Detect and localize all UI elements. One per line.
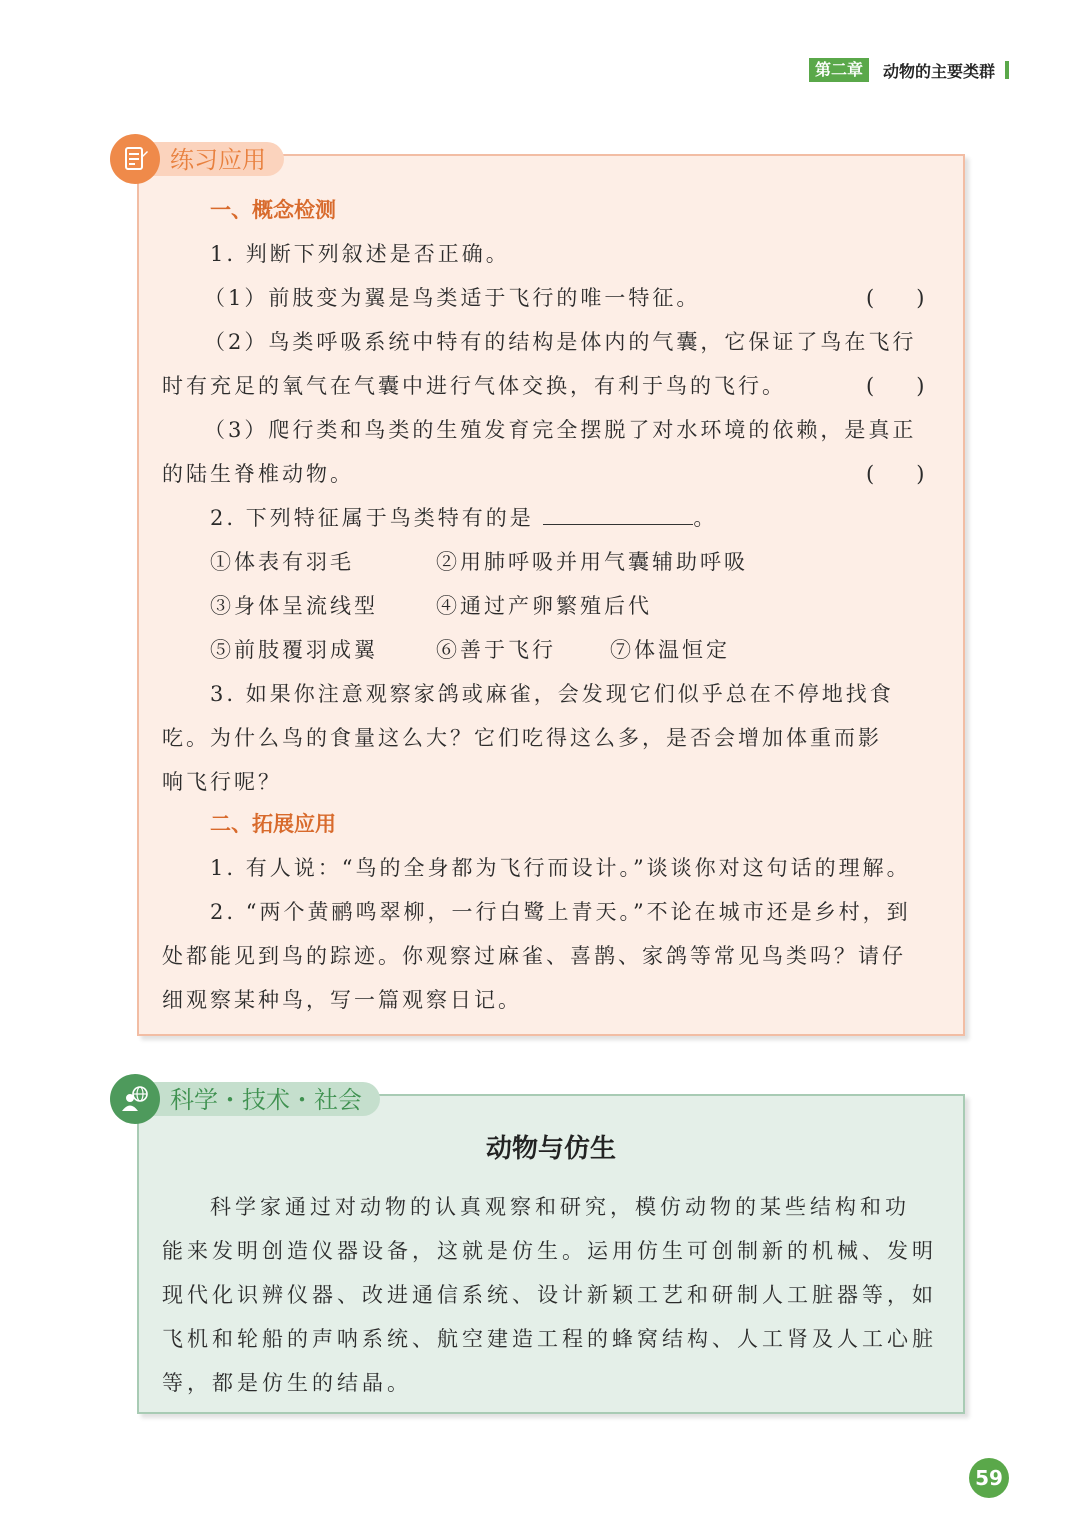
science-tab bbox=[110, 1074, 380, 1124]
question-1-3-line2: 的陆生脊椎动物。 bbox=[162, 462, 354, 486]
question-3-line3: 响飞行呢？ bbox=[162, 770, 282, 794]
section2-title: 二、拓展应用 bbox=[210, 812, 336, 836]
question-1: 1. 判断下列叙述是否正确。 bbox=[210, 242, 510, 266]
page-number: 59 bbox=[969, 1458, 1009, 1498]
chapter-header bbox=[809, 58, 1009, 82]
extension-2-line1: 2. “两个黄鹂鸣翠柳，一行白鹭上青天。”不论在城市还是乡村，到 bbox=[210, 900, 911, 924]
question-2-suffix: 。 bbox=[693, 506, 718, 530]
option-1: ①体表有羽毛 bbox=[210, 550, 354, 574]
science-tab-label: 科学・技术・社会 bbox=[146, 1082, 380, 1116]
science-title: 动物与仿生 bbox=[485, 1134, 616, 1164]
chapter-title: 动物的主要类群 bbox=[882, 61, 995, 81]
option-6: ⑥善于飞行 bbox=[436, 638, 556, 662]
option-4: ④通过产卵繁殖后代 bbox=[436, 594, 652, 618]
section1-title: 一、概念检测 bbox=[210, 198, 336, 222]
fill-blank[interactable] bbox=[543, 504, 693, 525]
question-2 bbox=[210, 503, 717, 533]
practice-tab bbox=[110, 134, 284, 184]
option-3: ③身体呈流线型 bbox=[210, 594, 378, 618]
question-3-line2: 吃。为什么鸟的食量这么大？它们吃得这么多，是否会增加体重而影 bbox=[162, 726, 882, 750]
science-paragraph-line4: 飞机和轮船的声呐系统、航空建造工程的蜂窝结构、人工肾及人工心脏 bbox=[162, 1327, 937, 1351]
extension-1: 1. 有人说：“鸟的全身都为飞行而设计。”谈谈你对这句话的理解。 bbox=[210, 856, 911, 880]
chapter-bar bbox=[1005, 61, 1009, 79]
answer-paren: ( ) bbox=[866, 462, 925, 486]
option-7: ⑦体温恒定 bbox=[610, 638, 730, 662]
question-1-3-line1: （3）爬行类和鸟类的生殖发育完全摆脱了对水环境的依赖，是真正 bbox=[204, 418, 917, 442]
answer-paren: ( ) bbox=[866, 374, 925, 398]
question-2-text: 2. 下列特征属于鸟类特有的是 bbox=[210, 506, 534, 530]
option-2: ②用肺呼吸并用气囊辅助呼吸 bbox=[436, 550, 748, 574]
science-paragraph-line3: 现代化识辨仪器、改进通信系统、设计新颖工艺和研制人工脏器等，如 bbox=[162, 1283, 937, 1307]
question-1-2-line1: （2）鸟类呼吸系统中特有的结构是体内的气囊，它保证了鸟在飞行 bbox=[204, 330, 917, 354]
notepad-icon bbox=[110, 134, 160, 184]
extension-2-line3: 细观察某种鸟，写一篇观察日记。 bbox=[162, 988, 522, 1012]
question-1-1: （1）前肢变为翼是鸟类适于飞行的唯一特征。 bbox=[204, 286, 701, 310]
science-paragraph-line2: 能来发明创造仪器设备，这就是仿生。运用仿生可创制新的机械、发明 bbox=[162, 1239, 937, 1263]
question-3-line1: 3. 如果你注意观察家鸽或麻雀，会发现它们似乎总在不停地找食 bbox=[210, 682, 894, 706]
science-paragraph-line5: 等，都是仿生的结晶。 bbox=[162, 1371, 412, 1395]
answer-paren: ( ) bbox=[866, 286, 925, 310]
extension-2-line2: 处都能见到鸟的踪迹。你观察过麻雀、喜鹊、家鸽等常见鸟类吗？请仔 bbox=[162, 944, 906, 968]
science-paragraph-line1: 科学家通过对动物的认真观察和研究，模仿动物的某些结构和功 bbox=[210, 1195, 910, 1219]
option-5: ⑤前肢覆羽成翼 bbox=[210, 638, 378, 662]
practice-tab-label: 练习应用 bbox=[146, 142, 284, 176]
chapter-tag: 第二章 bbox=[809, 58, 869, 82]
question-1-2-line2: 时有充足的氧气在气囊中进行气体交换，有利于鸟的飞行。 bbox=[162, 374, 786, 398]
person-globe-icon bbox=[110, 1074, 160, 1124]
